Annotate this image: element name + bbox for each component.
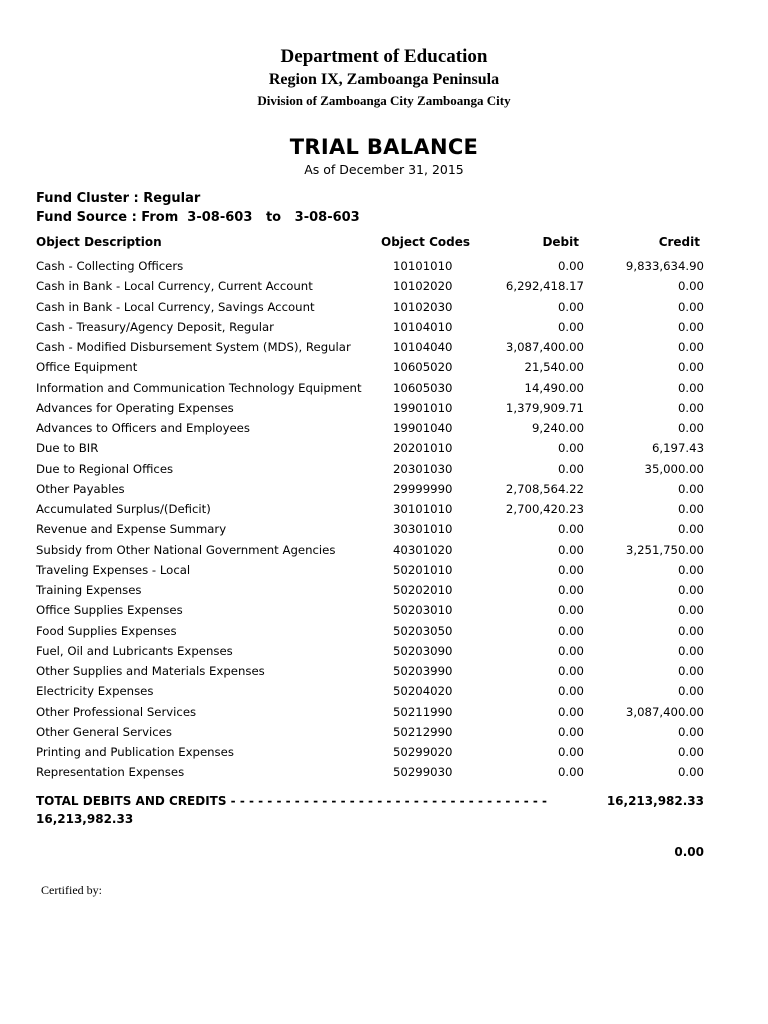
row-debit: 0.00 <box>557 603 584 618</box>
row-debit: 0.00 <box>557 643 584 658</box>
row-description: Advances to Officers and Employees <box>36 421 250 435</box>
row-debit: 0.00 <box>557 704 584 719</box>
row-description: Other General Services <box>36 724 172 739</box>
row-debit: 21,540.00 <box>524 360 584 375</box>
row-credit: 0.00 <box>677 623 704 638</box>
row-credit: 0.00 <box>677 421 704 435</box>
row-object-code: 40301020 <box>393 542 453 557</box>
row-credit: 0.00 <box>677 380 704 395</box>
row-credit: 35,000.00 <box>644 461 704 476</box>
table-row <box>0 725 768 745</box>
row-credit: 0.00 <box>677 745 704 759</box>
row-description: Cash - Treasury/Agency Deposit, Regular <box>36 319 274 334</box>
total-debit: 16,213,982.33 <box>36 812 134 826</box>
table-row <box>0 360 768 380</box>
row-credit: 0.00 <box>677 562 704 577</box>
report-title: TRIAL BALANCE <box>289 135 479 159</box>
table-row <box>0 300 768 320</box>
row-credit: 6,197.43 <box>651 441 704 456</box>
row-debit: 0.00 <box>557 522 584 537</box>
table-row <box>0 603 768 623</box>
row-debit: 2,700,420.23 <box>505 502 584 516</box>
balance-difference: 0.00 <box>674 845 704 859</box>
row-object-code: 10101010 <box>393 259 453 273</box>
row-description: Due to Regional Offices <box>36 461 174 476</box>
row-credit: 0.00 <box>677 664 704 678</box>
row-object-code: 10605020 <box>393 360 453 375</box>
row-object-code: 29999990 <box>393 481 453 496</box>
table-row <box>0 644 768 664</box>
row-debit: 0.00 <box>557 684 584 699</box>
row-object-code: 10104010 <box>393 319 453 334</box>
row-credit: 0.00 <box>677 583 704 597</box>
row-description: Food Supplies Expenses <box>36 623 177 638</box>
row-debit: 6,292,418.17 <box>505 279 584 294</box>
table-row <box>0 401 768 421</box>
row-object-code: 50203990 <box>393 664 453 678</box>
table-row <box>0 765 768 785</box>
row-object-code: 50204020 <box>393 684 453 699</box>
row-debit: 14,490.00 <box>524 380 584 395</box>
row-credit: 0.00 <box>677 724 704 739</box>
row-description: Cash in Bank - Local Currency, Current Account <box>36 279 313 294</box>
row-debit: 0.00 <box>557 441 584 456</box>
table-row <box>0 705 768 725</box>
row-debit: 0.00 <box>557 562 584 577</box>
table-row <box>0 502 768 522</box>
row-description: Cash - Collecting Officers <box>36 259 184 273</box>
row-object-code: 10102030 <box>393 299 453 314</box>
table-row <box>0 381 768 401</box>
row-credit: 0.00 <box>677 502 704 516</box>
division-name: Division of Zamboanga City Zamboanga City <box>257 93 511 108</box>
fund-cluster: Fund Cluster : Regular <box>36 191 201 206</box>
table-row <box>0 745 768 765</box>
row-description: Cash in Bank - Local Currency, Savings Account <box>36 299 315 314</box>
fund-source: Fund Source : From 3-08-603 to 3-08-603 <box>36 210 360 225</box>
row-description: Office Equipment <box>36 360 138 375</box>
row-credit: 0.00 <box>677 360 704 375</box>
table-row <box>0 583 768 603</box>
row-credit: 9,833,634.90 <box>625 259 704 273</box>
table-row <box>0 279 768 299</box>
row-credit: 0.00 <box>677 400 704 415</box>
column-header-credit: Credit <box>658 235 700 249</box>
totals-label: TOTAL DEBITS AND CREDITS - - - - - - - - - - - - - - - - - - - - - - - - - - - - - - - - - - - <box>36 794 548 808</box>
table-row <box>0 259 768 279</box>
certified-by-label: Certified by: <box>41 883 102 897</box>
row-debit: 0.00 <box>557 745 584 759</box>
row-credit: 0.00 <box>677 522 704 537</box>
table-row <box>0 421 768 441</box>
row-description: Printing and Publication Expenses <box>36 745 234 759</box>
table-row <box>0 563 768 583</box>
row-object-code: 10104040 <box>393 340 453 354</box>
report-date: As of December 31, 2015 <box>304 162 464 177</box>
row-object-code: 30301010 <box>393 522 453 537</box>
row-object-code: 20201010 <box>393 441 453 456</box>
column-header-description: Object Description <box>36 235 162 249</box>
row-object-code: 50203050 <box>393 623 453 638</box>
department-name: Department of Education <box>280 46 488 67</box>
row-credit: 0.00 <box>677 765 704 780</box>
row-description: Other Payables <box>36 481 125 496</box>
table-row <box>0 441 768 461</box>
row-description: Traveling Expenses - Local <box>36 562 191 577</box>
table-row <box>0 462 768 482</box>
row-debit: 0.00 <box>557 623 584 638</box>
row-object-code: 50203090 <box>393 643 453 658</box>
table-row <box>0 340 768 360</box>
row-description: Office Supplies Expenses <box>36 603 183 618</box>
row-description: Subsidy from Other National Government Agencies <box>36 542 336 557</box>
row-description: Representation Expenses <box>36 765 185 780</box>
table-row <box>0 684 768 704</box>
table-row <box>0 482 768 502</box>
row-object-code: 19901010 <box>393 400 453 415</box>
row-description: Electricity Expenses <box>36 684 154 699</box>
row-description: Information and Communication Technology Equipment <box>36 380 362 395</box>
row-debit: 0.00 <box>557 765 584 780</box>
row-description: Cash - Modified Disbursement System (MDS), Regular <box>36 340 351 354</box>
row-debit: 0.00 <box>557 319 584 334</box>
row-description: Advances for Operating Expenses <box>36 400 234 415</box>
region-name: Region IX, Zamboanga Peninsula <box>268 71 500 88</box>
row-object-code: 50201010 <box>393 562 453 577</box>
row-debit: 1,379,909.71 <box>505 400 584 415</box>
row-object-code: 19901040 <box>393 421 453 435</box>
row-object-code: 50299030 <box>393 765 453 780</box>
row-object-code: 50299020 <box>393 745 453 759</box>
table-row <box>0 624 768 644</box>
table-row <box>0 320 768 340</box>
table-row <box>0 522 768 542</box>
row-debit: 0.00 <box>557 664 584 678</box>
row-description: Other Professional Services <box>36 704 197 719</box>
row-credit: 0.00 <box>677 299 704 314</box>
column-header-object-codes: Object Codes <box>381 235 470 249</box>
row-object-code: 50212990 <box>393 724 453 739</box>
row-object-code: 50202010 <box>393 583 453 597</box>
row-description: Other Supplies and Materials Expenses <box>36 664 265 678</box>
row-description: Revenue and Expense Summary <box>36 522 227 537</box>
row-credit: 0.00 <box>677 481 704 496</box>
row-credit: 0.00 <box>677 643 704 658</box>
row-debit: 3,087,400.00 <box>505 340 584 354</box>
row-debit: 9,240.00 <box>531 421 584 435</box>
table-row <box>0 664 768 684</box>
row-credit: 0.00 <box>677 603 704 618</box>
row-credit: 0.00 <box>677 684 704 699</box>
row-debit: 0.00 <box>557 724 584 739</box>
row-credit: 3,087,400.00 <box>625 704 704 719</box>
table-row <box>0 543 768 563</box>
total-credit: 16,213,982.33 <box>606 794 704 808</box>
row-description: Due to BIR <box>36 441 99 456</box>
row-debit: 0.00 <box>557 299 584 314</box>
row-object-code: 10102020 <box>393 279 453 294</box>
row-credit: 0.00 <box>677 340 704 354</box>
row-object-code: 50203010 <box>393 603 453 618</box>
row-description: Accumulated Surplus/(Deficit) <box>36 502 211 516</box>
trial-balance-table <box>0 259 768 786</box>
row-debit: 2,708,564.22 <box>505 481 584 496</box>
row-description: Fuel, Oil and Lubricants Expenses <box>36 643 233 658</box>
row-object-code: 30101010 <box>393 502 453 516</box>
column-header-debit: Debit <box>542 235 579 249</box>
row-credit: 0.00 <box>677 319 704 334</box>
row-credit: 3,251,750.00 <box>625 542 704 557</box>
row-debit: 0.00 <box>557 542 584 557</box>
row-object-code: 20301030 <box>393 461 453 476</box>
row-debit: 0.00 <box>557 461 584 476</box>
row-debit: 0.00 <box>557 259 584 273</box>
row-object-code: 10605030 <box>393 380 453 395</box>
row-debit: 0.00 <box>557 583 584 597</box>
row-object-code: 50211990 <box>393 704 453 719</box>
row-credit: 0.00 <box>677 279 704 294</box>
row-description: Training Expenses <box>36 583 142 597</box>
